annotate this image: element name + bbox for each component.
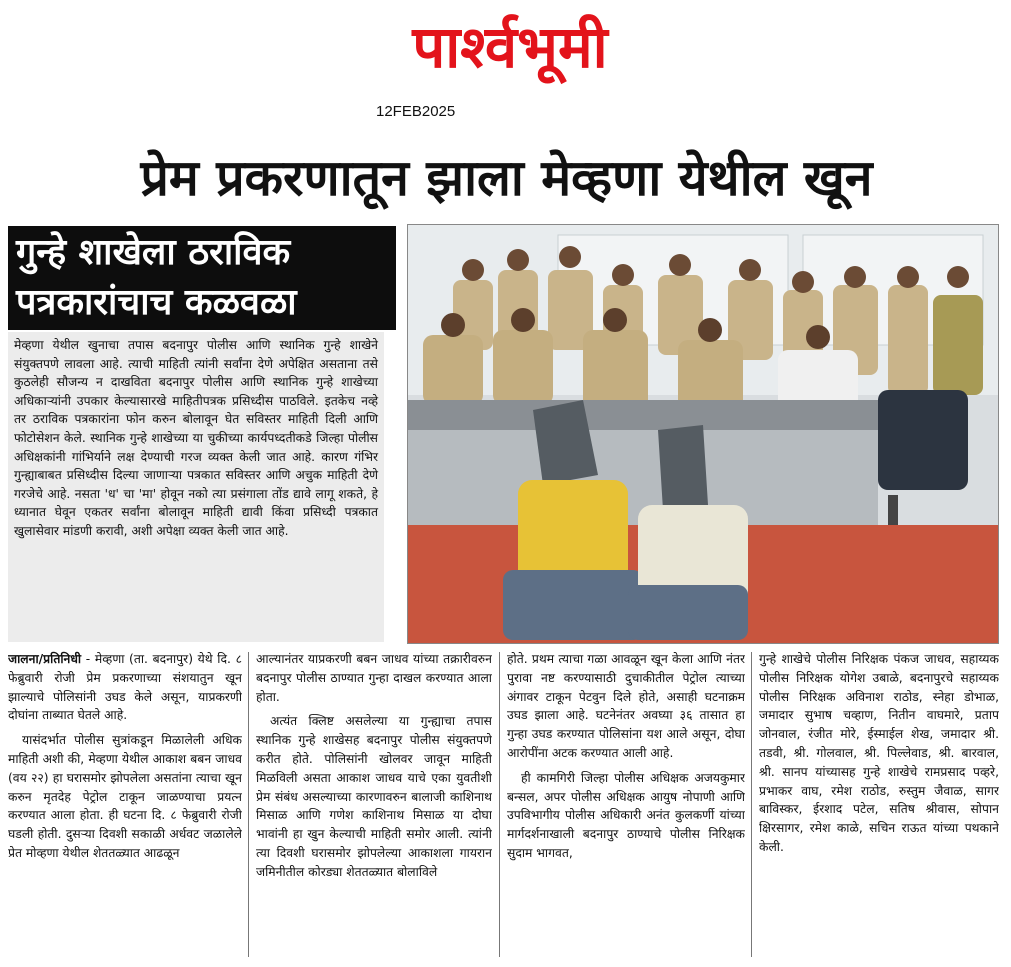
masthead-logo: पार्श्वभूमी xyxy=(412,13,608,81)
news-photo xyxy=(407,224,999,644)
article-col1-para1: - मेव्हणा (ता. बदनापुर) येथे दि. ८ फेब्रुवारी रोजी प्रेम प्रकरणाच्या संशयातुन खून झाल्याचे पोलिसांनी उघड केले असून, याप्रकरणी दोघांना ताब्यात घेतले आहे. xyxy=(8,652,242,723)
sidebar-heading-line2: पत्रकारांचाच कळवळा xyxy=(16,282,297,323)
sidebar-heading-line1: गुन्हे शाखेला ठराविक xyxy=(16,232,291,273)
article-col2-para2: अत्यंत क्लिष्ट असलेल्या या गुन्ह्याचा तपास स्थानिक गुन्हे शाखेसह बदनापुर पोलीस संयुक्तपणे करीत होते. पोलिसांनी खोलवर जावून माहिती मिळविली असता आकाश जाधव याचे एका युवतीशी प्रेम संबंध असल्याच्या कारणावरुन बालाजी काशिनाथ मिसाळ आणि गणेश काशिनाथ मिसाळ या दोघा भावांनी हा खुन केल्याची माहिती समोर आली. त्यांनी त्या दिवशी घरासमोर झोपलेल्या आकाशला गायरान जमिनीतील कोरड्या शेततळ्यात बोलाविले xyxy=(256,714,492,879)
article-column-2 xyxy=(256,650,492,962)
article-col2-para1: आल्यानंतर याप्रकरणी बबन जाधव यांच्या तक्रारीवरुन बदनापुर पोलीस ठाण्यात गुन्हा दाखल करण्यात आला होता. xyxy=(256,652,492,704)
sidebar-text: मेव्हणा येथील खुनाचा तपास बदनापुर पोलीस आणि स्थानिक गुन्हे शाखेने संयुक्तपणे लावला आहे. त्याची माहिती त्यांनी सर्वांना देणे अपेक्षित असताना तसे कुठलेही सौजन्य न दाखविता बदनापुर पोलीस आणि स्थानिक गुन्हे शाखेच्या अधिकाऱ्यांनी उपकार केल्यासारखे माहितीपत्रक प्रसिध्दीस पाठविले. इतकेच नव्हे तर ठराविक पत्रकारांना फोन करुन बोलावून घेत सविस्तर माहिती दिली आणि फोटोसेशन केले. स्थानिक गुन्हे शाखेच्या या चुकीच्या कार्यपध्दतीकडे जिल्हा पोलीस अधिक्षकांनी गांभिर्याने लक्ष देण्याची गरज व्यक्त केली जात आहे. कारण गंभिर गुन्ह्याबाबत प्रसिध्दीस दिल्या जाणाऱ्या पत्रकात सविस्तर आणि अचुक माहिती देणे गरजेचे आहे. नसता 'ध' चा 'मा' होवून नको त्या प्रसंगाला तोंड द्यावे लागू शकते, हे ध्यानात घेवून एकतर सर्वांना बोलावून माहिती द्यावी किंवा प्रसिध्दी पत्रकात खुलासेवार मांडणी करावी, अशी अपेक्षा व्यक्त केली जात आहे. xyxy=(8,332,384,642)
article-dateline: जालना/प्रतिनिधी xyxy=(8,652,82,666)
article-column-3 xyxy=(507,650,745,962)
article-col1-para2: यासंदर्भात पोलीस सुत्रांकडून मिळालेली अधिक माहिती अशी की, मेव्हणा येथील आकाश बबन जाधव (वय २२) हा घरासमोर झोपलेला असतांना त्याचा खून करुन मृतदेह पेट्रोल टाकून जाळण्याचा प्रयत्न करण्यात आला होता. ही घटना दि. ८ फेब्रुवारी रोजी घडली होती. दुसऱ्या दिवशी सकाळी अर्धवट जळालेले प्रेत मोव्हणा येथील शेततळ्यात आढळून xyxy=(8,733,242,860)
publication-date: 12FEB2025 xyxy=(376,103,456,120)
article-column-1 xyxy=(8,650,242,962)
column-divider xyxy=(751,652,752,957)
police-press-photo xyxy=(408,225,998,643)
article-col3-para2: ही कामगिरी जिल्हा पोलीस अधिक्षक अजयकुमार बन्सल, अपर पोलीस अधिक्षक आयुष नोपाणी आणि उपविभागीय पोलीस अधिकारी अनंत कुलकर्णी यांच्या मार्गदर्शनाखाली बदनापुर ठाण्याचे पोलीस निरिक्षक सुदाम भागवत, xyxy=(507,770,745,860)
column-divider xyxy=(499,652,500,957)
column-divider xyxy=(248,652,249,957)
article-column-4 xyxy=(759,650,999,962)
sidebar-heading xyxy=(8,226,396,330)
main-headline: प्रेम प्रकरणातून झाला मेव्हणा येथील खून xyxy=(140,149,873,207)
article-col3-para1: होते. प्रथम त्याचा गळा आवळून खून केला आणि नंतर पुरावा नष्ट करण्यासाठी दुचाकीतील पेट्रोल त्याच्या अंगावर टाकून पेटवुन दिले होते, असाही घटनाक्रम उघड झाला आहे. घटनेनंतर अवघ्या ३६ तासात हा गुन्हा उघड करण्यात पोलिसांना यश आले असून, दोघा आरोपींना अटक करण्यात आली आहे. xyxy=(507,652,745,760)
article-col4-para1: गुन्हे शाखेचे पोलीस निरिक्षक पंकज जाधव, सहाय्यक पोलीस निरिक्षक योगेश उबाळे, बदनापुरचे सहाय्यक पोलीस निरिक्षक अविनाश राठोड, स्नेहा डोभाळ, जमादार सुभाष चव्हाण, नितीन वाघमारे, प्रताप जोनवाल, रंजीत मोरे, ईस्माईल शेख, जमादार श्री. तडवी, श्री. गोलवाल, श्री. पिल्लेवाड, श्री. बारवाल, श्री. सानप यांच्यासह गुन्हे शाखेचे रामप्रसाद पव्हरे, प्रभाकर वाघ, रमेश राठोड, रुस्तुम जैवाळ, सागर बाविस्कर, ईरशाद पटेल, सतिष श्रीवास, सोपान क्षिरसागर, रमेश काळे, सचिन राऊत यांच्या पथकाने केली. xyxy=(759,652,999,854)
